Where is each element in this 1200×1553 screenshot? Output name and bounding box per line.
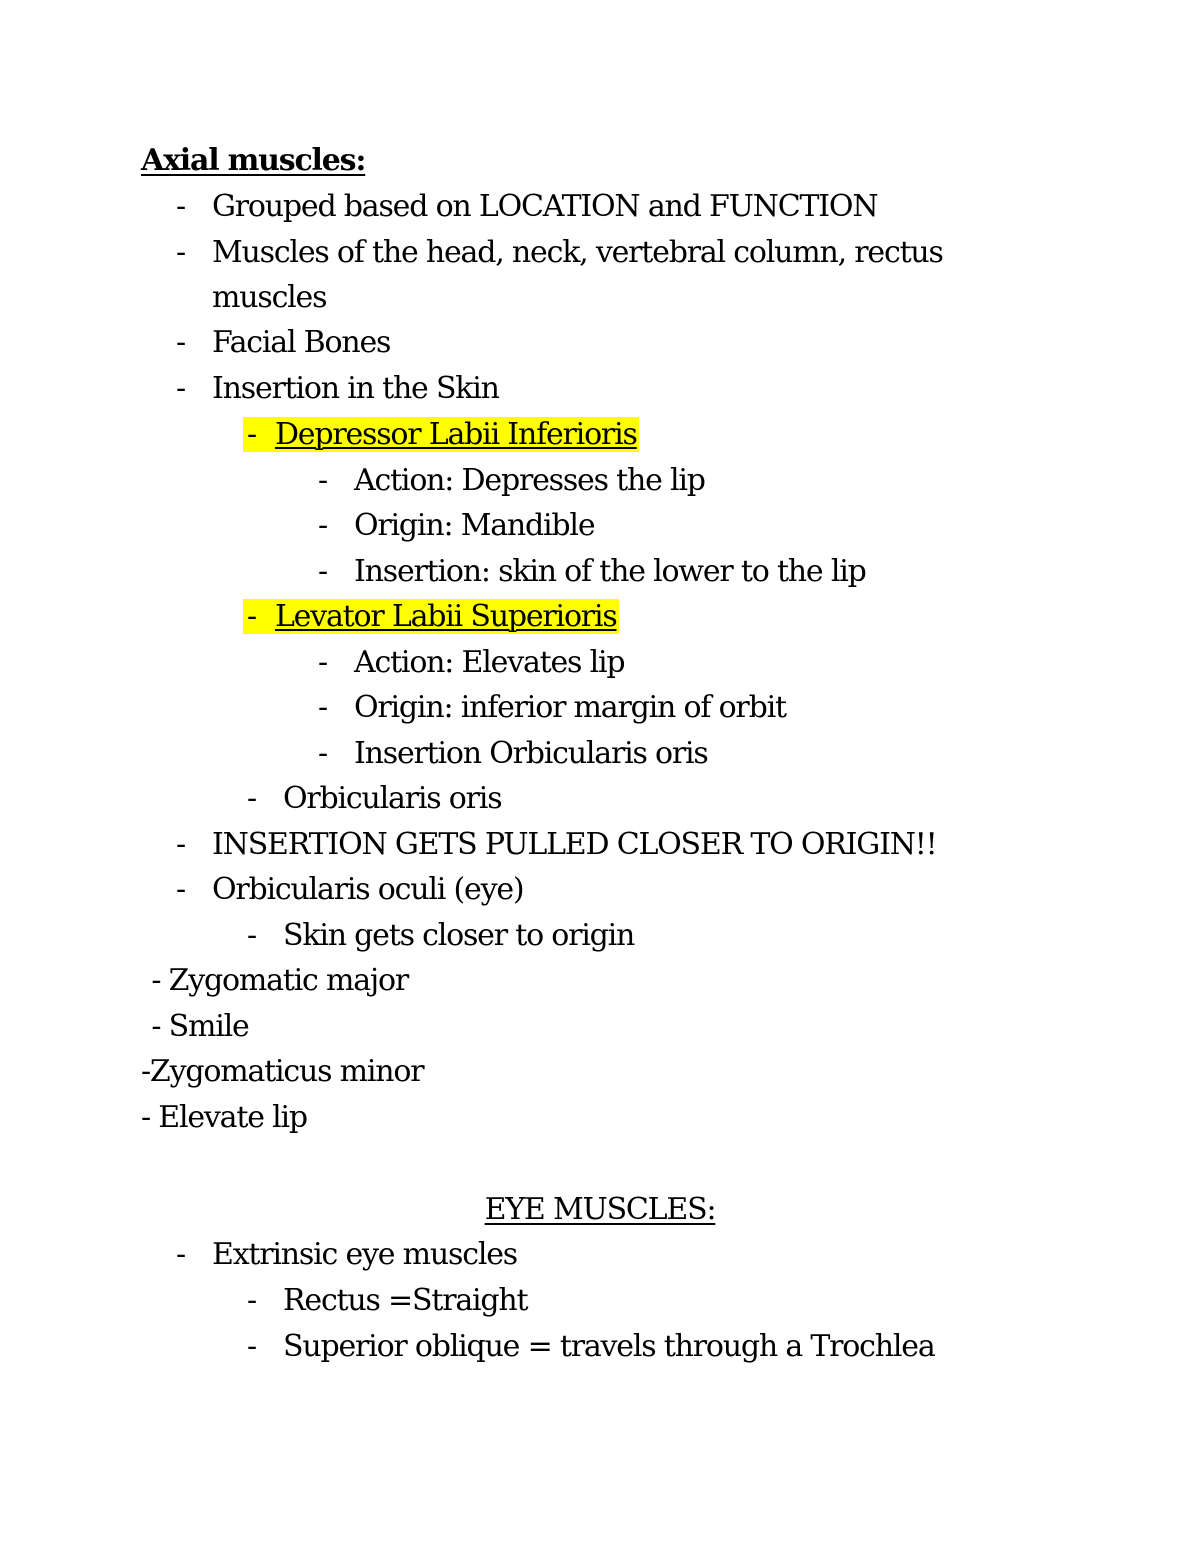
muscle-name: Levator Labii Superioris: [274, 599, 617, 634]
bullet-dash: -: [318, 508, 327, 543]
bullet-dash: -: [318, 690, 327, 725]
list-item: [176, 324, 390, 362]
list-item-text: Facial Bones: [212, 325, 391, 360]
list-item: [318, 735, 708, 773]
bullet-dash: -: [318, 463, 327, 498]
bullet-dash: -: [176, 325, 185, 360]
list-item: [318, 553, 866, 591]
section-heading-eye: EYE MUSCLES:: [484, 1192, 716, 1227]
list-item-highlighted: [247, 598, 619, 636]
bullet-dash: -: [176, 827, 185, 862]
list-item-text: INSERTION GETS PULLED CLOSER TO ORIGIN!!: [212, 827, 937, 862]
bullet-dash: -: [247, 918, 256, 953]
highlight-mark: [243, 417, 639, 452]
bullet-dash: -: [176, 371, 185, 406]
bullet-dash: -: [176, 1237, 185, 1272]
section-heading-axial: Axial muscles:: [141, 143, 366, 178]
list-item-text: Grouped based on LOCATION and FUNCTION: [212, 189, 878, 224]
list-item-text: Origin: Mandible: [354, 508, 595, 543]
list-item-text: Muscles of the head, neck, vertebral column, rectus: [212, 235, 943, 270]
list-item-text: Rectus =Straight: [283, 1283, 528, 1318]
list-item: [247, 1328, 935, 1366]
list-item-text: Orbicularis oculi (eye): [212, 872, 524, 907]
list-item-text: Action: Elevates lip: [354, 645, 625, 680]
list-item: [176, 826, 937, 864]
list-item: [176, 188, 877, 226]
list-item-text: Origin: inferior margin of orbit: [354, 690, 786, 725]
bullet-dash: -: [318, 645, 327, 680]
list-item: [176, 234, 943, 272]
list-item: [247, 917, 634, 955]
list-item: [176, 370, 499, 408]
list-item: [318, 507, 594, 545]
plain-line: - Smile: [143, 1009, 249, 1044]
list-item: [176, 871, 523, 909]
bullet-dash: -: [176, 235, 185, 270]
list-item-highlighted: [247, 416, 639, 454]
list-item-text: Orbicularis oris: [283, 781, 502, 816]
highlight-mark: [243, 599, 619, 634]
list-item: [318, 644, 624, 682]
list-item-text: Insertion Orbicularis oris: [354, 736, 708, 771]
bullet-dash: -: [247, 1329, 256, 1364]
list-item-text: Action: Depresses the lip: [354, 463, 705, 498]
list-item-text: Insertion: skin of the lower to the lip: [354, 554, 866, 589]
bullet-dash: -: [176, 872, 185, 907]
bullet-dash: -: [247, 1283, 256, 1318]
list-item-text: Extrinsic eye muscles: [212, 1237, 517, 1272]
bullet-dash: -: [247, 781, 256, 816]
bullet-dash: -: [247, 599, 256, 634]
list-item-text: Skin gets closer to origin: [283, 918, 635, 953]
bullet-dash: -: [247, 417, 256, 452]
list-item: [247, 780, 501, 818]
bullet-dash: -: [318, 554, 327, 589]
list-item-continuation: muscles: [212, 280, 327, 315]
list-item: [176, 1236, 517, 1274]
plain-line: - Elevate lip: [141, 1100, 307, 1135]
plain-line: -Zygomaticus minor: [141, 1054, 424, 1089]
bullet-dash: -: [176, 189, 185, 224]
bullet-dash: -: [318, 736, 327, 771]
list-item: [318, 462, 705, 500]
list-item-text: Insertion in the Skin: [212, 371, 499, 406]
list-item: [247, 1282, 527, 1320]
list-item: [318, 689, 786, 727]
muscle-name: Depressor Labii Inferioris: [274, 417, 637, 452]
plain-line: - Zygomatic major: [143, 963, 409, 998]
list-item-text: Superior oblique = travels through a Trochlea: [283, 1329, 935, 1364]
